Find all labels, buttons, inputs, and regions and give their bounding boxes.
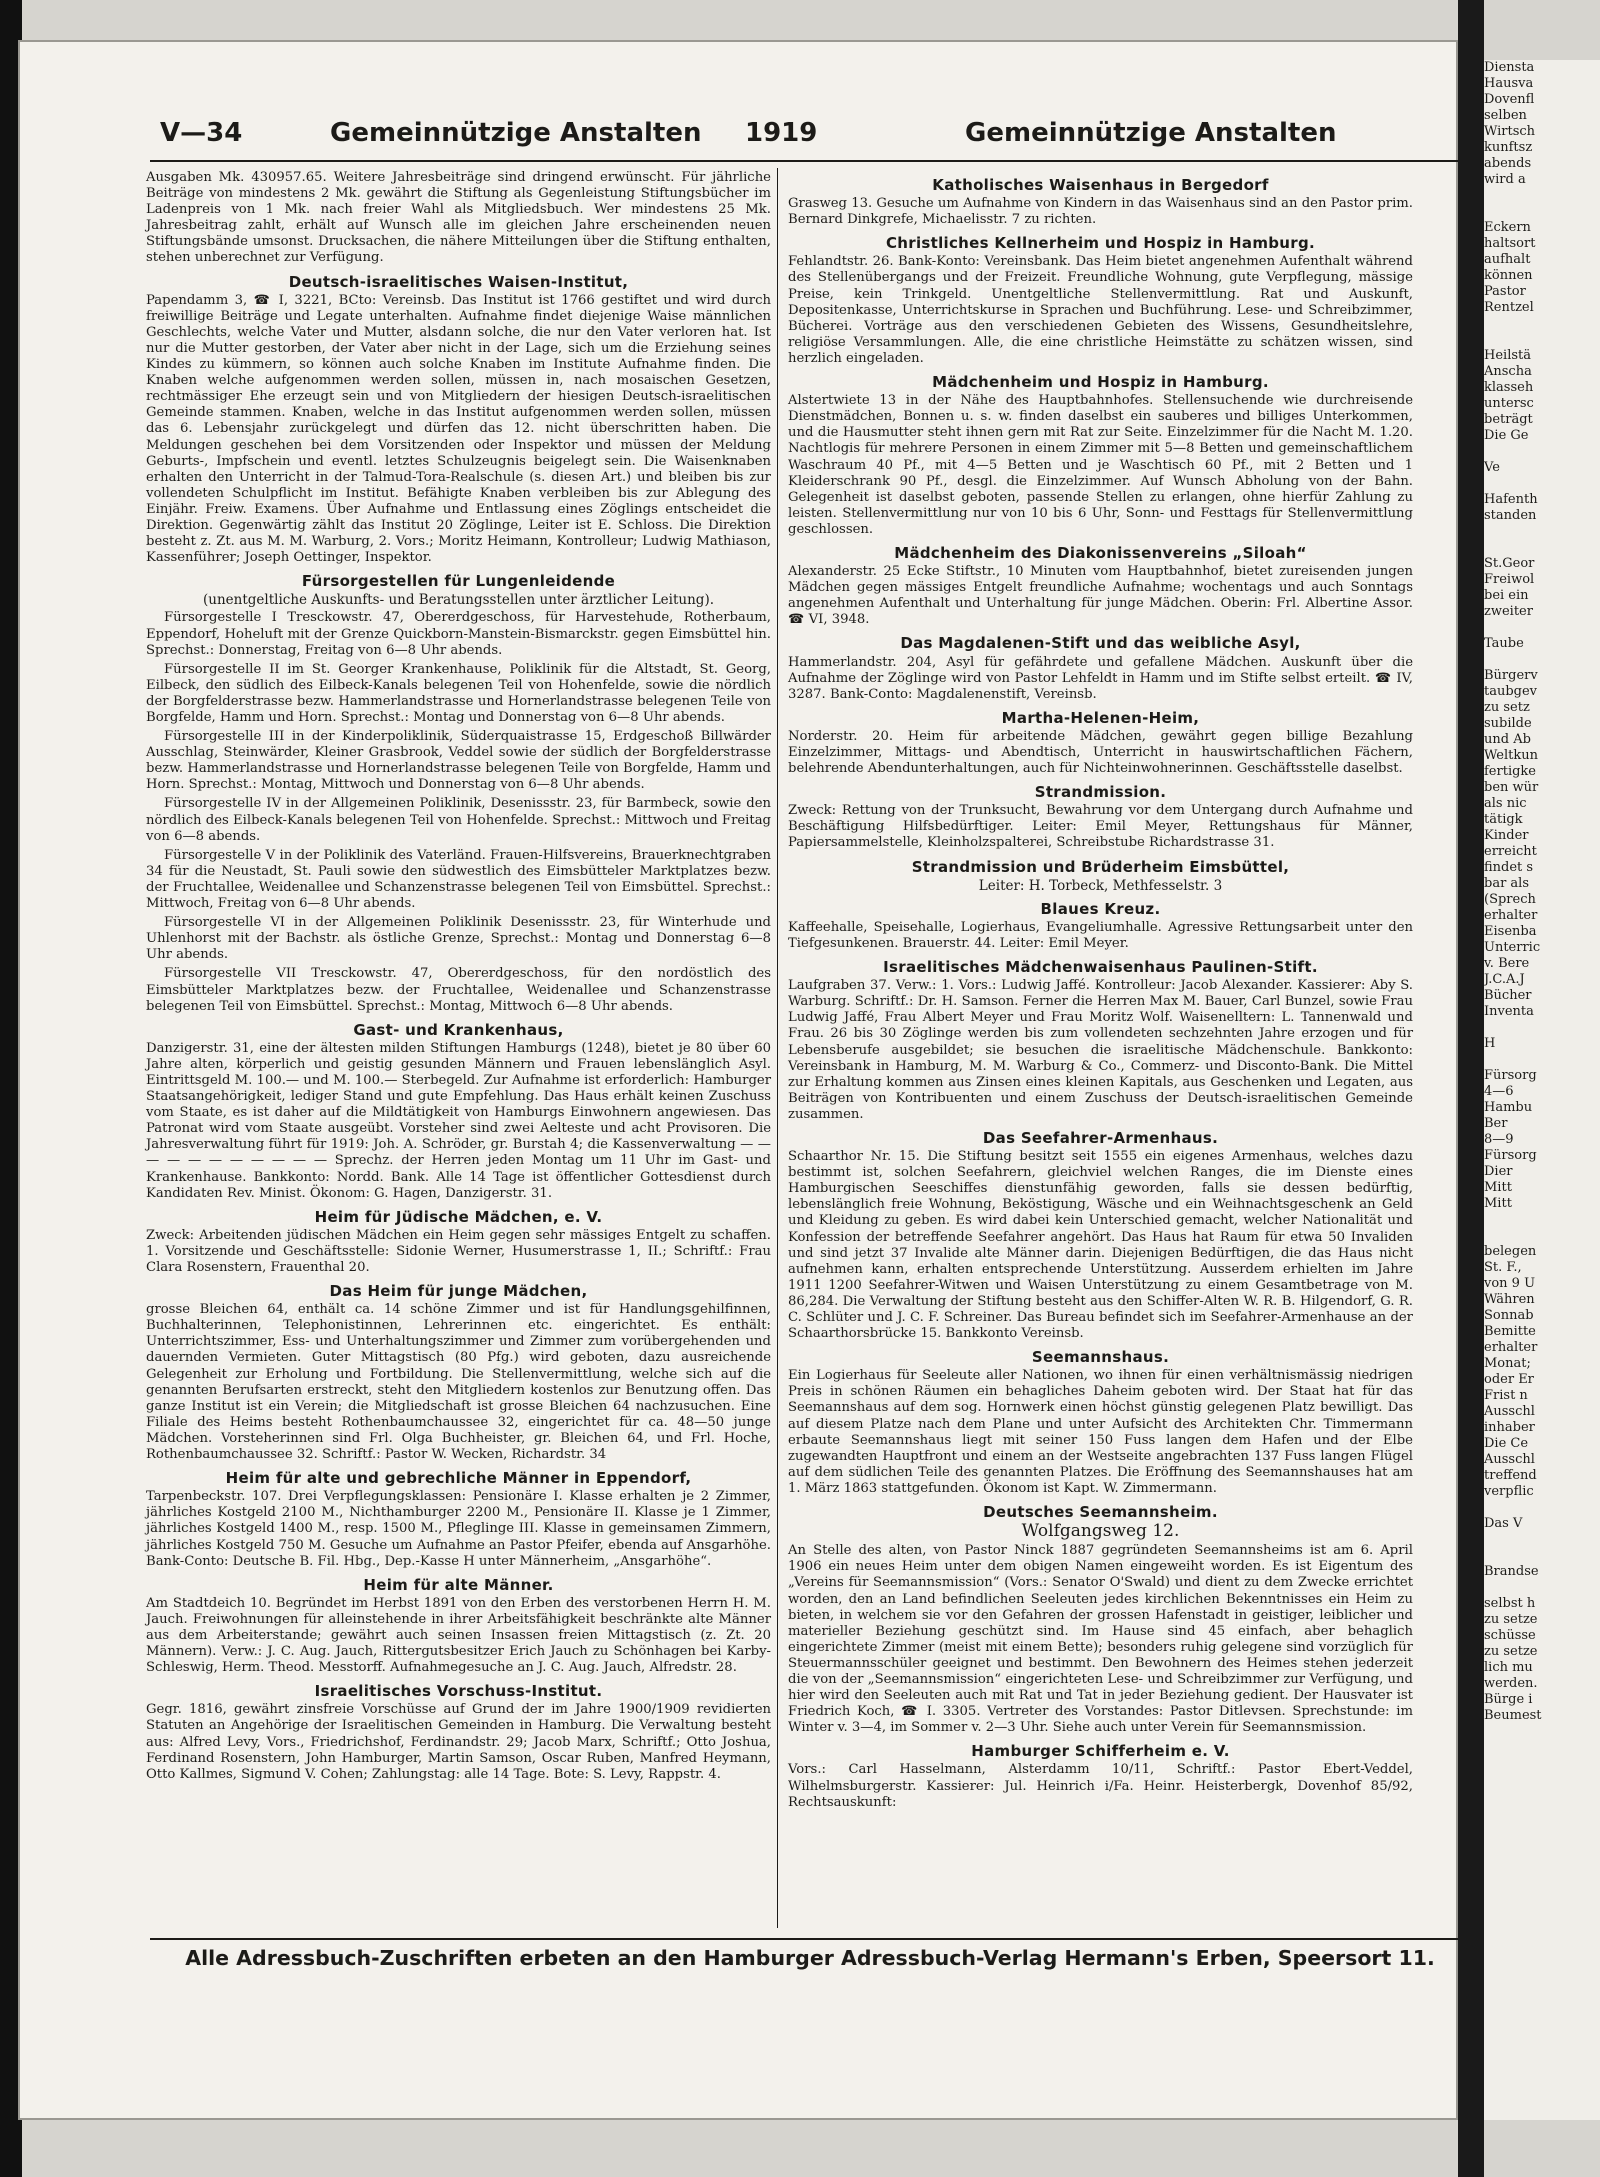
fragment-line: Die Ce xyxy=(1484,1436,1529,1451)
section-paragraph: Fürsorgestelle I Tresckowstr. 47, Obererdgeschoss, für Harvestehude, Rotherbaum, Eppendorf, Hoheluft mit der Grenze Quickborn-Manstein-Bismarckstr. gegen Eimsbüttel hin. Sprechst.: Donnerstag, Freitag von 6—8 Uhr abends. xyxy=(146,610,771,658)
fragment-line: Inventa xyxy=(1484,1004,1534,1019)
section-title: Strandmission. xyxy=(1034,783,1167,802)
fragment-line: subilde xyxy=(1484,716,1532,731)
section-title: Deutsch-israelitisches Waisen-Institut, xyxy=(288,272,629,291)
section-paragraph: Am Stadtdeich 10. Begründet im Herbst 1891 von den Erben des verstorbenen Herrn H. M. Jauch. Freiwohnungen für alleinstehende in ihrer Arbeitsfähigkeit beschränkte alte Männer aus dem Arbeiterstande; gewährt auch seinen Insassen freien Mittagstisch (z. Zt. 20 Männern). Verw.: J. C. Aug. Jauch, Rittergutsbesitzer Erich Jauch zu Schönhagen bei Karby-Schleswig, Herm. Theod. Messtorff. Aufnahmegesuche an J. C. Aug. Jauch, Alfredstr. 28. xyxy=(146,1595,771,1676)
fragment-line: Kinder xyxy=(1484,828,1529,843)
fragment-line: Diensta xyxy=(1484,60,1535,75)
page-number: V—34 xyxy=(160,118,243,148)
section-title: Das Heim für junge Mädchen, xyxy=(329,1282,588,1301)
section-subtitle: Leiter: H. Torbeck, Methfesselstr. 3 xyxy=(978,877,1223,894)
fragment-line: Dovenfl xyxy=(1484,92,1535,107)
section-title: Israelitisches Vorschuss-Institut. xyxy=(314,1682,603,1701)
fragment-line xyxy=(1484,332,1600,348)
fragment-line: Ve xyxy=(1484,460,1500,475)
section-paragraph: Fürsorgestelle VI in der Allgemeinen Poliklinik Desenissstr. 23, für Winterhude und Uhlenhorst mit der Bachstr. als östliche Grenze, Sprechst.: Montag und Donnerstag 6—8 Uhr abends. xyxy=(146,915,771,963)
section-paragraph: An Stelle des alten, von Pastor Ninck 1887 gegründeten Seemannsheims ist am 6. April 1906 ein neues Heim unter dem obigen Namen eingeweiht worden. Es ist Eigentum des „Vereins für Seemannsmission“ (Vors.: Senator O'Swald) und dient zu dem Zwecke errichtet worden, den an Land befindlichen Seeleuten jedes kirchlichen Bekenntnisses ein Heim zu bieten, in welchem sie vor den Gefahren der grossen Hafenstadt in geistiger, leiblicher und materieller Beziehung geschützt sind. Im Hause sind 45 einfach, aber behaglich eingerichtete Zimmer (meist mit einem Bette); besonders ruhig gelegene sind vorzüglich für Steuermannsschüler geeignet und bestimmt. Den Bewohnern des Heimes stehen jederzeit die von der „Seemannsmission“ eingerichteten Lese- und Schreibzimmer zur Verfügung, und hier wird den Seeleuten auch mit Rat und Tat in jeder Beziehung gedient. Der Hausvater ist Friedrich Koch, ☎ I. 3305. Vertreter des Vorstandes: Pastor Ditlevsen. Sprechstunde: im Winter v. 3—4, im Sommer v. 2—3 Uhr. Siehe auch unter Verein für Seemannsmission. xyxy=(788,1543,1413,1736)
fragment-line: Ber xyxy=(1484,1116,1508,1131)
fragment-line xyxy=(1484,620,1600,636)
fragment-line xyxy=(1484,1548,1600,1564)
fragment-line: klasseh xyxy=(1484,380,1534,395)
section-title: Hamburger Schifferheim e. V. xyxy=(971,1742,1230,1761)
section-title: Das Seefahrer-Armenhaus. xyxy=(982,1128,1219,1147)
section-title: Heim für alte und gebrechliche Männer in Eppendorf, xyxy=(225,1469,692,1488)
fragment-line: Weltkun xyxy=(1484,748,1538,763)
section xyxy=(788,1504,1413,1736)
section xyxy=(146,573,771,1014)
header-left-title: Gemeinnützige Anstalten xyxy=(330,118,702,148)
fragment-line: Die Ge xyxy=(1484,428,1529,443)
section xyxy=(788,374,1413,538)
fragment-line: Monat; xyxy=(1484,1356,1531,1371)
fragment-line: Freiwol xyxy=(1484,572,1535,587)
section-paragraph: Alstertwiete 13 in der Nähe des Hauptbahnhofes. Stellensuchende wie durchreisende Dienstmädchen, Bonnen u. s. w. finden daselbst ein sauberes und billiges Unterkommen, und die Hausmutter steht ihnen gern mit Rat zur Seite. Einzelzimmer für die Nacht M. 1.20. Nachtlogis für mehrere Personen in einem Zimmer mit 5—8 Betten und gemeinschaftlichem Waschraum 40 Pf., mit 4—5 Betten und je Waschtisch 60 Pf., mit 2 Betten und 1 Kleiderschrank 90 Pf., desgl. die Einzelzimmer. Auf Wunsch Abholung von der Bahn. Gelegenheit ist daselbst geboten, passende Stellen zu erlangen, ohne hierfür Zahlung zu leisten. Stellenvermittlung nur von 10 bis 6 Uhr, Sonn- und Festtags für Stellenvermittlung geschlossen. xyxy=(788,393,1413,537)
next-page-fragment xyxy=(1484,60,1600,2120)
fragment-line: bei ein xyxy=(1484,588,1529,603)
fragment-line xyxy=(1484,1228,1600,1244)
section-subtitle: (unentgeltliche Auskunfts- und Beratungsstellen unter ärztlicher Leitung). xyxy=(202,592,715,609)
right-column xyxy=(788,170,1413,1814)
fragment-line: v. Bere xyxy=(1484,956,1530,971)
section-paragraph: Fürsorgestelle VII Tresckowstr. 47, Obererdgeschoss, für den nordöstlich des Eimsbütteler Marktplatzes bezw. der Fruchtallee, Weidenallee und Schanzenstrasse belegenen Teil von Eimsbüttel. Sprechst.: Montag, Mittwoch 6—8 Uhr abends. xyxy=(146,966,771,1014)
section-paragraph: Alexanderstr. 25 Ecke Stiftstr., 10 Minuten vom Hauptbahnhof, bietet zureisenden jungen Mädchen gegen mässiges Entgelt freundliche Aufnahme; wochentags und auch Sonntags angenehmen Aufenthalt und Unterhaltung für junge Mädchen. Oberin: Frl. Albertine Assor. ☎ VI, 3948. xyxy=(788,564,1413,628)
section xyxy=(146,1577,771,1677)
section xyxy=(788,1130,1413,1342)
section-paragraph: Grasweg 13. Gesuche um Aufnahme von Kindern in das Waisenhaus sind an den Pastor prim. Bernard Dinkgrefe, Michaelisstr. 7 zu richten. xyxy=(788,196,1413,228)
fragment-line: Fürsorg xyxy=(1484,1068,1537,1083)
section xyxy=(146,1283,771,1463)
fragment-line: H xyxy=(1484,1036,1496,1051)
left-column xyxy=(146,170,771,1786)
fragment-line: Hausva xyxy=(1484,76,1534,91)
section-paragraph: Fürsorgestelle II im St. Georger Krankenhause, Poliklinik für die Altstadt, St. Georg, Eilbeck, den südlich des Eilbeck-Kanals belegenen Teil von Hohenfelde, sowie die nördlich der Borgfelderstrasse bezw. Hammerlandstrasse und Hornerlandstrasse belegenen Teile von Borgfelde, Hamm und Horn. Sprechst.: Montag und Donnerstag von 6—8 Uhr abends. xyxy=(146,661,771,725)
fragment-line: und Ab xyxy=(1484,732,1531,747)
section xyxy=(788,784,1413,851)
footer-rule xyxy=(150,1938,1460,1940)
fragment-line: Bücher xyxy=(1484,988,1532,1003)
fragment-line xyxy=(1484,204,1600,220)
fragment-line: St. F., xyxy=(1484,1260,1522,1275)
fragment-line: kunftsz xyxy=(1484,140,1533,155)
book-gutter xyxy=(1458,0,1484,2177)
section xyxy=(788,635,1413,702)
fragment-line xyxy=(1484,524,1600,540)
fragment-line: abends xyxy=(1484,156,1532,171)
fragment-line: standen xyxy=(1484,508,1537,523)
fragment-line: aufhalt xyxy=(1484,252,1531,267)
section xyxy=(788,901,1413,952)
fragment-line xyxy=(1484,476,1600,492)
fragment-line xyxy=(1484,540,1600,556)
section-address: Wolfgangsweg 12. xyxy=(1021,1521,1180,1542)
section-paragraph: Vors.: Carl Hasselmann, Alsterdamm 10/11, Schriftf.: Pastor Ebert-Veddel, Wilhelmsburgerstr. Kassierer: Jul. Heinrich i/Fa. Heinr. Heisterbergk, Dovenhof 85/92, Rechtsauskunft: xyxy=(788,1762,1413,1810)
fragment-line xyxy=(1484,444,1600,460)
section-paragraph: Fürsorgestelle V in der Poliklinik des Vaterländ. Frauen-Hilfsvereins, Brauerknechtgraben 34 für die Neustadt, St. Pauli sowie den südwestlich des Eimsbütteler Marktplatzes bezw. der Fruchtallee, Weidenallee und Schanzenstrasse belegenen Teil von Eimsbüttel. Sprechst.: Mittwoch, Freitag von 6—8 Uhr abends. xyxy=(146,847,771,912)
section xyxy=(146,1022,771,1202)
header-rule xyxy=(150,160,1460,162)
fragment-line: Bürge i xyxy=(1484,1692,1533,1707)
fragment-line: Heilstä xyxy=(1484,348,1531,363)
section-paragraph: Laufgraben 37. Verw.: 1. Vors.: Ludwig Jaffé. Kontrolleur: Jacob Alexander. Kassierer: Aby S. Warburg. Schriftf.: Dr. H. Samson. Ferner die Herren Max M. Bauer, Carl Bunzel, sowie Frau Ludwig Jaffé, Frau Albert Meyer und Frau Moritz Wolf. Waisenelltern: L. Tannenwald und Frau. 26 bis 30 Zöglinge werden bis zum vollendeten sechzehnten Jahre erzogen und für Lebensberufe ausgebildet; sie besuchen die israelitische Mädchenschule. Bankkonto: Vereinsbank in Hamburg, M. M. Warburg & Co., Commerz- und Disconto-Bank. Die Mittel zur Erhaltung kommen aus Zinsen eines kleinen Kapitals, aus Geschenken und Legaten, aus Beiträgen von Kontribuenten und einem Zuschuss der Deutsch-israelitischen Gemeinde zusammen. xyxy=(788,978,1413,1122)
section xyxy=(788,177,1413,228)
fragment-line: zu setze xyxy=(1484,1644,1538,1659)
section-paragraph: Norderstr. 20. Heim für arbeitende Mädchen, gewährt gegen billige Bezahlung Einzelzimmer, Mittags- und Abendtisch, Unterricht in hauswirtschaftlichen Fächern, belehrende Abendunterhaltungen, auch für Nichteinwohnerinnen. Geschäftsstelle daselbst. xyxy=(788,728,1413,777)
section xyxy=(788,235,1413,367)
fragment-line: Hambu xyxy=(1484,1100,1533,1115)
fragment-line: Währen xyxy=(1484,1292,1535,1307)
fragment-line: Bürgerv xyxy=(1484,668,1538,683)
section-title: Blaues Kreuz. xyxy=(1040,899,1161,918)
section-title: Katholisches Waisenhaus in Bergedorf xyxy=(932,176,1269,194)
fragment-line: Mitt xyxy=(1484,1196,1512,1211)
fragment-line: inhaber xyxy=(1484,1420,1535,1435)
fragment-line: Beumest xyxy=(1484,1708,1542,1723)
header-year: 1919 xyxy=(745,118,818,148)
fragment-line: untersc xyxy=(1484,396,1534,411)
section xyxy=(146,1470,771,1570)
section-title: Mädchenheim und Hospiz in Hamburg. xyxy=(932,373,1269,392)
fragment-line: findet s xyxy=(1484,860,1534,875)
fragment-line: belegen xyxy=(1484,1244,1537,1259)
fragment-line: Unterric xyxy=(1484,940,1541,955)
section xyxy=(146,1209,771,1276)
fragment-line: Bemitte xyxy=(1484,1324,1536,1339)
section-paragraph: Papendamm 3, ☎ I, 3221, BCto: Vereinsb. Das Institut ist 1766 gestiftet und wird durch freiwillige Beiträge und Legate unterhalten. Aufnahme findet diejenige Waise männlichen Geschlechts, welche Vater und Mutter, alsdann solche, die nur den Vater verloren hat. Ist nur die Mutter gestorben, der Vater aber nicht in der Lage, sich um die Erziehung seines Kindes zu kümmern, so können auch solche Knaben im Institute Aufnahme finden. Die Knaben welche aufgenommen werden sollen, müssen in, nach mosaischen Gesetzen, rechtmässiger Ehe erzeugt sein und von Mitgliedern der hiesigen Deutsch-israelitischen Gemeinde stammen. Knaben, welche in das Institut aufgenommen werden sollen, müssen das 6. Lebensjahr zurückgelegt und dürfen das 12. nicht überschritten haben. Die Meldungen geschehen bei dem Vorsitzenden oder Inspektor und müssen der Meldung Geburts-, Impfschein und eventl. letztes Schulzeugnis beigelegt sein. Die Waisenknaben erhalten den Unterricht in der Talmud-Tora-Realschule (s. diesen Art.) und bleiben bis zur vollendeten Schulpflicht im Institut. Befähigte Knaben verbleiben bis zur Ablegung des Einjähr. Freiw. Examens. Über Aufnahme und Entlassung eines Zöglings entscheidet die Direktion. Gegenwärtig zählt das Institut 20 Zöglinge, Leiter ist E. Schloss. Die Direktion besteht z. Zt. aus M. M. Warburg, 2. Vors.; Moritz Heimann, Kontrolleur; Ludwig Mathiason, Kassenführer; Joseph Oettinger, Inspektor. xyxy=(146,292,771,566)
section-title: Mädchenheim des Diakonissenvereins „Siloah“ xyxy=(894,543,1307,562)
fragment-line: 4—6 xyxy=(1484,1084,1514,1099)
fragment-line: bar als xyxy=(1484,876,1529,891)
fragment-line: zu setz xyxy=(1484,700,1530,715)
fragment-line xyxy=(1484,1500,1600,1516)
section-paragraph: Zweck: Rettung von der Trunksucht, Bewahrung vor dem Untergang durch Aufnahme und Beschäftigung Hilfsbedürftiger. Leiter: Emil Meyer, Rettungshaus für Männer, Papiersammelstelle, Kleinholzspalterei, Schreibstube Richardstrasse 31. xyxy=(788,803,1413,851)
section-title: Deutsches Seemannsheim. xyxy=(983,1503,1218,1522)
fragment-line xyxy=(1484,316,1600,332)
section xyxy=(788,1743,1413,1810)
fragment-line: Dier xyxy=(1484,1164,1513,1179)
section-paragraph: Ein Logierhaus für Seeleute aller Nationen, wo ihnen für einen verhältnismässig niedrigen Preis in schönen Räumen ein behagliches Daheim geboten wird. Der Staat hat für das Seemannshaus auf dem sog. Hornwerk einen höchst günstig gelegenen Platz bewilligt. Das auf diesem Platze nach dem Plane und unter Aufsicht des Architekten Chr. Timmermann erbaute Seemannshaus liegt mit seiner 150 Fuss langen dem Hafen und der Elbe zugewandten Hauptfront und einem an der Westseite angebrachten 137 Fuss langen Flügel auf dem südlichen Teile des genannten Platzes. Die Eröffnung des Seemannshauses hat am 1. März 1863 stattgefunden. Ökonom ist Kapt. W. Zimmermann. xyxy=(788,1368,1413,1496)
fragment-line: selbst h xyxy=(1484,1596,1536,1611)
section xyxy=(788,1349,1413,1497)
fragment-line: Frist n xyxy=(1484,1388,1528,1403)
section-paragraph: Hammerlandstr. 204, Asyl für gefährdete und gefallene Mädchen. Auskunft über die Aufnahme der Zöglinge wird von Pastor Lehfeldt in Hamm und im Stifte selbst erteilt. ☎ IV, 3287. Bank-Conto: Magdalenenstift, Vereinsb. xyxy=(788,654,1413,702)
fragment-line: lich mu xyxy=(1484,1660,1533,1675)
page-header xyxy=(160,118,1460,154)
fragment-line: St.Geor xyxy=(1484,556,1535,571)
fragment-line: fertigke xyxy=(1484,764,1536,779)
fragment-line: verpflic xyxy=(1484,1484,1534,1499)
section-paragraph: Danzigerstr. 31, eine der ältesten milden Stiftungen Hamburgs (1248), bietet je 80 über 60 Jahre alten, körperlich und geistig gesunden Männern und Frauen lebenslänglich Asyl. Eintrittsgeld M. 100.— und M. 100.— Sterbegeld. Zur Aufnahme ist erforderlich: Hamburger Staatsangehörigkeit, lediger Stand und gute Empfehlung. Das Haus erhält keinen Zuschuss vom Staate, es ist daher auf die Mildtätigkeit von Hamburgs Einwohnern angewiesen. Das Patronat wird vom Staate ausgeübt. Vorsteher sind zwei Aelteste und acht Provisoren. Die Jahresverwaltung führt für 1919: Joh. A. Schröder, gr. Burstah 4; die Kassenverwaltung — — — — — — — — — — — Sprechz. der Herren jeden Montag um 11 Uhr im Gast- und Krankenhause. Bankkonto: Nordd. Bank. Alle 14 Tage ist öffentlicher Gottesdienst durch Kandidaten Rev. Minist. Ökonom: G. Hagen, Danzigerstr. 31. xyxy=(146,1040,771,1201)
section-paragraph: Schaarthor Nr. 15. Die Stiftung besitzt seit 1555 ein eigenes Armenhaus, welches dazu bestimmt ist, solchen Seefahrern, gleichviel welchen Ranges, die im Dienste eines Hamburgischen Seeschiffes dienstunfähig geworden, falls sie dessen bedürftig, lebenslänglich freie Wohnung, Beköstigung, Wäsche und ein Weihnachtsgeschenk an Geld und Kleidung zu geben. Es wird dabei kein Unterschied gemacht, welcher Nationalität und Konfession der betreffende Seefahrer angehört. Das Haus hat Raum für etwa 50 Invaliden und sind jetzt 37 Invalide alte Männer darin. Diejenigen Bedürftigen, die das Haus nicht aufnehmen kann, erhalten entsprechende Unterstützung. Ausserdem erhielten im Jahre 1911 1200 Seefahrer-Witwen und Waisen Unterstützung zu einem Gesamtbetrage von M. 86,284. Die Verwaltung der Stiftung besteht aus den Schiffer-Alten W. R. B. Hilgendorf, G. R. C. Schlüter und J. C. F. Schreiner. Das Bureau befindet sich im Seefahrer-Armenhause an der Schaarthorsbrücke 15. Bankkonto Vereinsb. xyxy=(788,1149,1413,1342)
fragment-line: taubgev xyxy=(1484,684,1538,699)
fragment-line: Pastor xyxy=(1484,284,1526,299)
fragment-line: 8—9 xyxy=(1484,1132,1514,1147)
header-right-title: Gemeinnützige Anstalten xyxy=(965,118,1337,148)
section-title: Gast- und Krankenhaus, xyxy=(353,1020,564,1039)
fragment-line: Ausschl xyxy=(1484,1404,1535,1419)
section xyxy=(146,1683,771,1783)
fragment-line xyxy=(1484,188,1600,204)
fragment-line xyxy=(1484,1052,1600,1068)
section xyxy=(788,859,1413,894)
fragment-line xyxy=(1484,1532,1600,1548)
fragment-line: schüsse xyxy=(1484,1628,1536,1643)
fragment-line: Brandse xyxy=(1484,1564,1539,1579)
fragment-line: erreicht xyxy=(1484,844,1537,859)
section-title: Fürsorgestellen für Lungenleidende xyxy=(301,572,616,591)
section xyxy=(788,959,1413,1123)
fragment-line xyxy=(1484,1020,1600,1036)
fragment-line xyxy=(1484,1580,1600,1596)
section-title: Martha-Helenen-Heim, xyxy=(1001,708,1200,727)
fragment-line: Hafenth xyxy=(1484,492,1538,507)
footer-notice: Alle Adressbuch-Zuschriften erbeten an den Hamburger Adressbuch-Verlag Hermann's Erben, Speersort 11. xyxy=(185,1946,1435,1970)
fragment-line: Rentzel xyxy=(1484,300,1534,315)
fragment-line: Fürsorg xyxy=(1484,1148,1537,1163)
section-paragraph: Tarpenbeckstr. 107. Drei Verpflegungsklassen: Pensionäre I. Klasse erhalten je 2 Zimmer, jährliches Kostgeld 2100 M., Nichthamburger 2200 M., Pensionäre II. Klasse je 1 Zimmer, jährliches Kostgeld 1400 M., resp. 1500 M., Pfleglinge III. Klasse in gemeinsamen Zimmern, jährliches Kostgeld 750 M. Gesuche um Aufnahme an Pastor Pfeifer, ebenda auf Ansgarhöhe. Bank-Conto: Deutsche B. Fil. Hbg., Dep.-Kasse H unter Männerheim, „Ansgarhöhe“. xyxy=(146,1489,771,1569)
fragment-line: von 9 U xyxy=(1484,1276,1536,1291)
section xyxy=(788,710,1413,777)
fragment-line: zu setze xyxy=(1484,1612,1538,1627)
fragment-line: Anscha xyxy=(1484,364,1532,379)
fragment-line: werden. xyxy=(1484,1676,1538,1691)
section-paragraph: Zweck: Arbeitenden jüdischen Mädchen ein Heim gegen sehr mässiges Entgelt zu schaffen. 1. Vorsitzende und Geschäftsstelle: Sidonie Werner, Husumerstrasse 1, II.; Schriftf.: Frau Clara Rosenstern, Frauenthal 20. xyxy=(146,1227,771,1275)
section-title: Strandmission und Brüderheim Eimsbüttel, xyxy=(911,857,1290,876)
section-title: Christliches Kellnerheim und Hospiz in Hamburg. xyxy=(885,234,1316,253)
fragment-line: selben xyxy=(1484,108,1527,123)
fragment-line: haltsort xyxy=(1484,236,1536,251)
fragment-line: erhalter xyxy=(1484,1340,1538,1355)
section-paragraph: Fürsorgestelle III in der Kinderpoliklinik, Süderquaistrasse 15, Erdgeschoß Billwärder Ausschlag, Steinwärder, Kleiner Grasbrook, Veddel sowie der südlich der Borgfelderstrasse bezw. Hammerlandstrasse und Hornerlandstrasse belegenen Teile von Borgfelde, Hamm und Horn. Sprechst.: Montag, Mittwoch und Donnerstag von 6—8 Uhr abends. xyxy=(146,729,771,793)
fragment-line: oder Er xyxy=(1484,1372,1534,1387)
fragment-line: Mitt xyxy=(1484,1180,1512,1195)
fragment-line: als nic xyxy=(1484,796,1527,811)
section-paragraph: grosse Bleichen 64, enthält ca. 14 schöne Zimmer und ist für Handlungsgehilfinnen, Buchhalterinnen, Telephonistinnen, Lehrerinnen etc. eingerichtet. Es enthält: Unterrichtszimmer, Ess- und Unterhaltungszimmer und Zimmer zum vorübergehenden und dauernden Vermieten. Guter Mittagstisch (80 Pfg.) wird geboten, dazu ausreichende Gelegenheit zur Erholung und Fortbildung. Die Stellenvermittlung, welche sich auf die genannten Berufsarten erstreckt, steht den Mitgliedern kostenlos zur Benutzung offen. Das ganze Institut ist ein Verein; die Mitgliedschaft ist grosse Bleichen 64 nachzusuchen. Eine Filiale des Heims besteht Rothenbaumchaussee 32, eingerichtet für ca. 48—50 junge Mädchen. Vorsteherinnen sind Frl. Olga Buchheister, gr. Bleichen 64, und Frl. Hoche, Rothenbaumchaussee 32. Schriftf.: Pastor W. Wecken, Richardstr. 34 xyxy=(146,1302,771,1463)
fragment-line: Taube xyxy=(1484,636,1524,651)
section-paragraph: Fehlandtstr. 26. Bank-Konto: Vereinsbank. Das Heim bietet angenehmen Aufenthalt während des Stellenübergangs und der Freizeit. Freundliche Wohnung, gute Verpflegung, mässige Preise, kein Trinkgeld. Unentgeltliche Stellenvermittlung. Rat und Auskunft, Depositenkasse, Unterrichtskurse in Sprachen und Buchführung. Lese- und Schreibzimmer, Bücherei. Vorträge aus den verschiedenen Gebieten des Wissens, Gesundheitslehre, religiöse Versammlungen. Alle, die eine christliche Heimstätte zu schätzen wissen, sind herzlich eingeladen. xyxy=(788,254,1413,366)
fragment-line xyxy=(1484,1212,1600,1228)
section xyxy=(146,274,771,567)
fragment-line: (Sprech xyxy=(1484,892,1536,907)
fragment-line: beträgt xyxy=(1484,412,1533,427)
section-paragraph: Gegr. 1816, gewährt zinsfreie Vorschüsse auf Grund der im Jahre 1900/1909 revidierten Statuten an Angehörige der Israelitischen Gemeinden in Hamburg. Die Verwaltung besteht aus: Alfred Levy, Vors., Friedrichshof, Ferdinandstr. 29; Jacob Marx, Schriftf.; Otto Joshua, Ferdinand Rosenstern, John Hamburger, Martin Samson, Oscar Ruben, Manfred Heymann, Otto Kallmes, Sigmund V. Cohen; Zahlungstag: alle 14 Tage. Bote: S. Levy, Rappstr. 4. xyxy=(146,1702,771,1782)
fragment-line: treffend xyxy=(1484,1468,1537,1483)
section-paragraph: Fürsorgestelle IV in der Allgemeinen Poliklinik, Desenissstr. 23, für Barmbeck, sowie den nördlich des Eilbeck-Kanals belegenen Teil von Hohenfelde. Sprechst.: Mittwoch und Freitag von 6—8 abends. xyxy=(146,796,771,844)
section-title: Seemannshaus. xyxy=(1031,1348,1170,1367)
fragment-line: können xyxy=(1484,268,1533,283)
section-title: Israelitisches Mädchenwaisenhaus Paulinen-Stift. xyxy=(883,958,1318,977)
fragment-line: tätigk xyxy=(1484,812,1523,827)
fragment-line: Das V xyxy=(1484,1516,1523,1531)
fragment-line: erhalter xyxy=(1484,908,1538,923)
fragment-line: J.C.A.J xyxy=(1484,972,1525,987)
section xyxy=(788,545,1413,628)
fragment-line: zweiter xyxy=(1484,604,1533,619)
section-paragraph: Kaffeehalle, Speisehalle, Logierhaus, Evangeliumhalle. Agressive Rettungsarbeit unter den Tiefgesunkenen. Brauerstr. 44. Leiter: Emil Meyer. xyxy=(788,919,1413,951)
section-title: Das Magdalenen-Stift und das weibliche Asyl, xyxy=(900,634,1301,653)
section-title: Heim für Jüdische Mädchen, e. V. xyxy=(314,1207,603,1226)
section xyxy=(146,170,771,267)
fragment-line: Ausschl xyxy=(1484,1452,1535,1467)
section-paragraph: Ausgaben Mk. 430957.65. Weitere Jahresbeiträge sind dringend erwünscht. Für jährliche Beiträge von mindestens 2 Mk. gewährt die Stiftung als Gegenleistung Stiftungsbücher im Ladenpreis von 1 Mk. nach freier Wahl als Mitgliedsbuch. Wer mindestens 25 Mk. Jahresbeitrag zahlt, erhält auf Wunsch alle im gleichen Jahre erscheinenden neuen Stiftungsbände umsonst. Drucksachen, die nähere Mitteilungen über die Stiftung enthalten, stehen unberechnet zur Verfügung. xyxy=(146,170,771,266)
fragment-line: Sonnab xyxy=(1484,1308,1534,1323)
column-divider xyxy=(777,168,778,1928)
fragment-line: wird a xyxy=(1484,172,1526,187)
fragment-line: ben wür xyxy=(1484,780,1539,795)
fragment-line: Wirtsch xyxy=(1484,124,1536,139)
fragment-line: Eckern xyxy=(1484,220,1531,235)
fragment-line: Eisenba xyxy=(1484,924,1537,939)
fragment-line xyxy=(1484,652,1600,668)
section-title: Heim für alte Männer. xyxy=(363,1575,554,1594)
